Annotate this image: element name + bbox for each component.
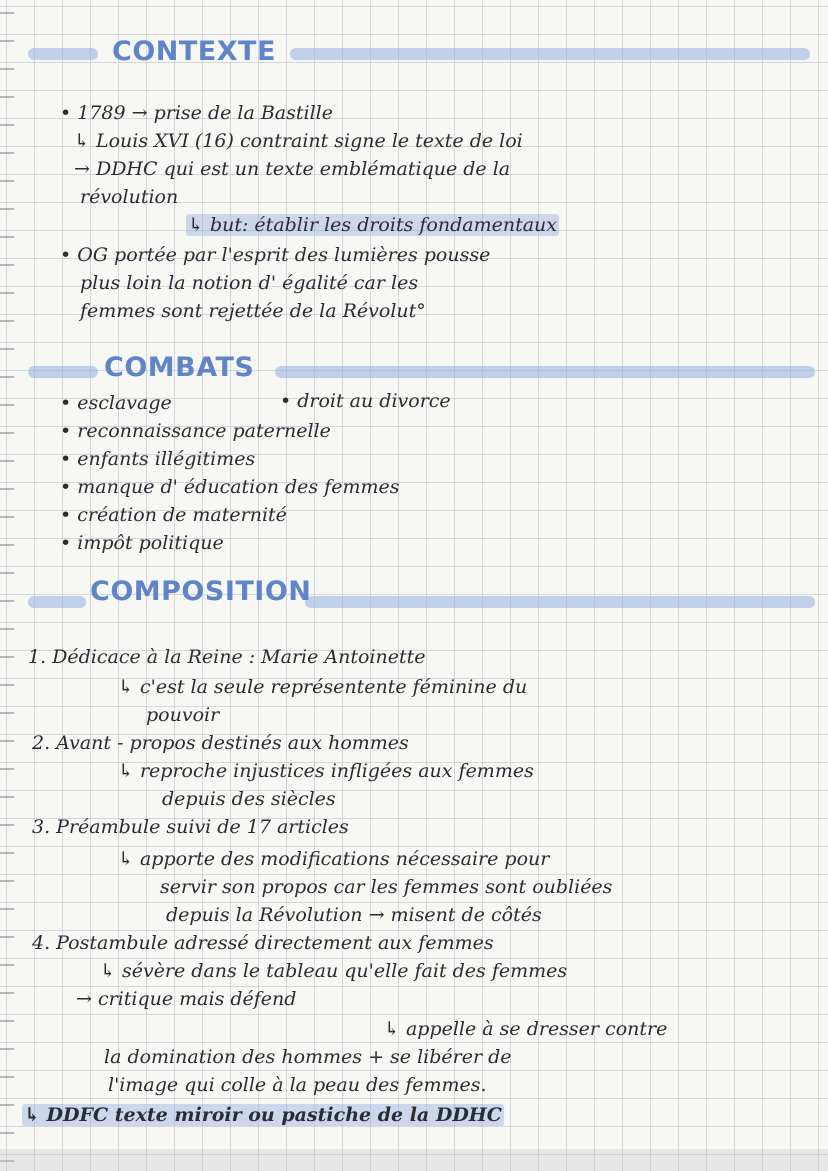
- heading-highlight: [305, 596, 815, 608]
- note-line: plus loin la notion d' égalité car les: [80, 272, 419, 294]
- section-title-composition: COMPOSITION: [90, 576, 312, 607]
- note-line: pouvoir: [146, 704, 220, 726]
- note-line: [186, 212, 559, 238]
- note-line: ↳ c'est la seule représentente féminine du: [118, 676, 528, 698]
- note-line: l'image qui colle à la peau des femmes.: [108, 1074, 487, 1096]
- note-line: femmes sont rejettée de la Révolut°: [80, 300, 426, 322]
- list-item: • création de maternité: [60, 504, 287, 526]
- section-title-combats: COMBATS: [104, 352, 255, 383]
- note-line: ↳ appelle à se dresser contre: [384, 1018, 668, 1040]
- note-line: depuis la Révolution → misent de côtés: [166, 904, 542, 926]
- note-line: 2. Avant - propos destinés aux hommes: [32, 732, 409, 754]
- note-line: • 1789 → prise de la Bastille: [60, 102, 333, 124]
- page-bottom-edge: [0, 1149, 828, 1171]
- heading-highlight: [28, 48, 98, 60]
- section-title-contexte: CONTEXTE: [112, 36, 276, 67]
- note-line: servir son propos car les femmes sont oubliées: [160, 876, 613, 898]
- list-item: • droit au divorce: [280, 390, 451, 412]
- note-line: • OG portée par l'esprit des lumières pousse: [60, 244, 491, 266]
- list-item: • esclavage: [60, 392, 172, 414]
- heading-highlight: [28, 366, 98, 378]
- heading-highlight: [28, 596, 86, 608]
- note-line: 1. Dédicace à la Reine : Marie Antoinette: [28, 646, 426, 668]
- note-line: → DDHC qui est un texte emblématique de la: [74, 158, 511, 180]
- list-item: • impôt politique: [60, 532, 224, 554]
- note-line: ↳ sévère dans le tableau qu'elle fait des femmes: [100, 960, 568, 982]
- note-line: depuis des siècles: [162, 788, 336, 810]
- heading-highlight: [275, 366, 815, 378]
- note-line: ↳ apporte des modifications nécessaire pour: [118, 848, 550, 870]
- note-line: 3. Préambule suivi de 17 articles: [32, 816, 349, 838]
- note-line: la domination des hommes + se libérer de: [104, 1046, 512, 1068]
- highlighted-conclusion: ↳ DDFC texte miroir ou pastiche de la DDHC: [24, 1104, 502, 1126]
- note-line: ↳ Louis XVI (16) contraint signe le texte de loi: [74, 130, 523, 152]
- list-item: • reconnaissance paternelle: [60, 420, 331, 442]
- note-line: ↳ reproche injustices infligées aux femmes: [118, 760, 534, 782]
- notebook-margin-holes: [0, 0, 14, 1171]
- note-line: 4. Postambule adressé directement aux femmes: [32, 932, 494, 954]
- heading-highlight: [290, 48, 810, 60]
- highlighted-note-line: ↳ but: établir les droits fondamentaux: [188, 214, 557, 236]
- note-line: révolution: [80, 186, 179, 208]
- note-line: [22, 1102, 504, 1128]
- list-item: • enfants illégitimes: [60, 448, 256, 470]
- note-line: → critique mais défend: [76, 988, 297, 1010]
- list-item: • manque d' éducation des femmes: [60, 476, 400, 498]
